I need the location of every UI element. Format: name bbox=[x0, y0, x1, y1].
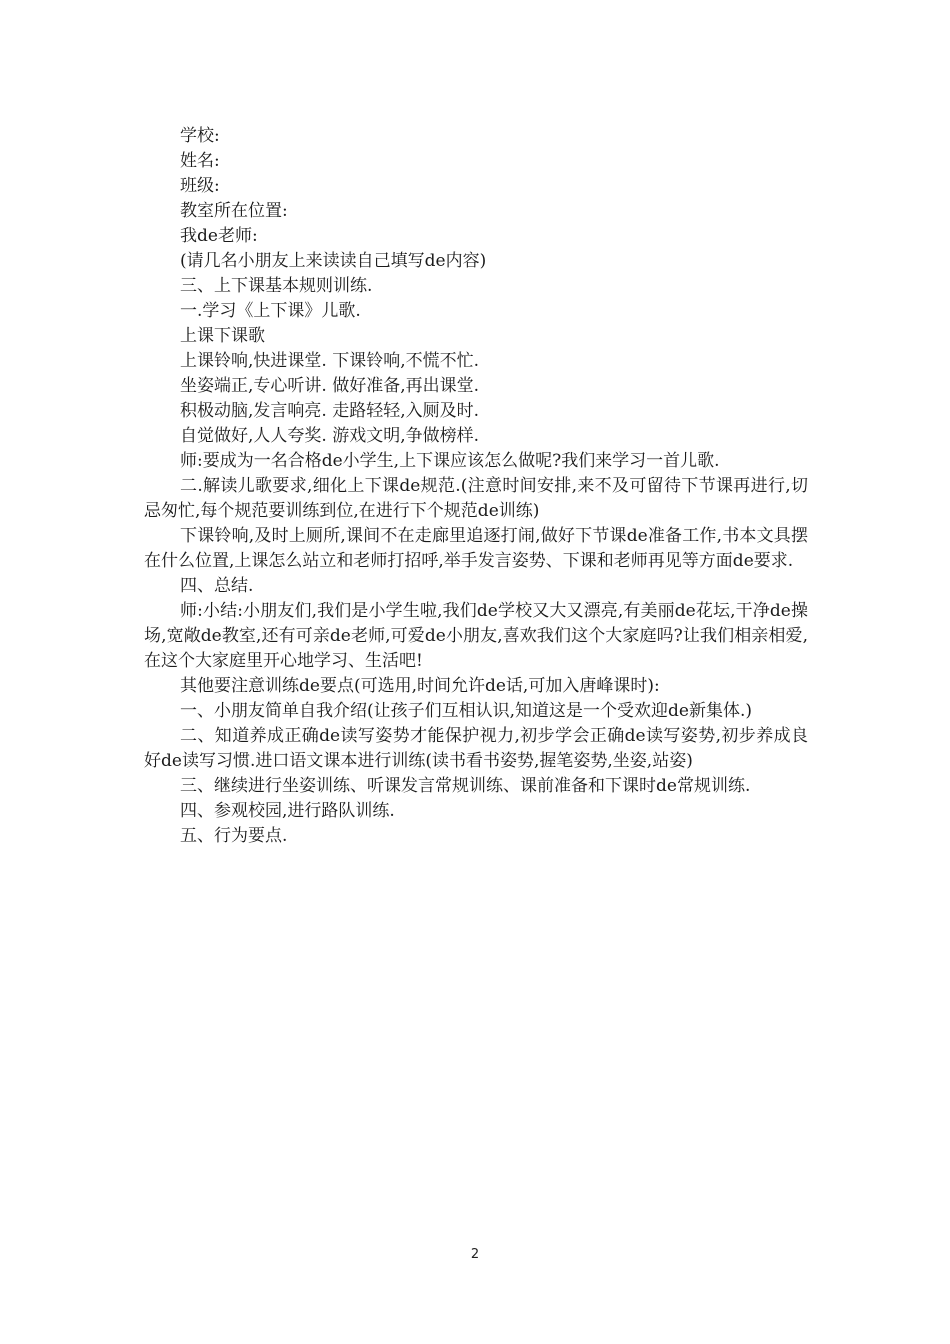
paragraph-classroom-location: 教室所在位置: bbox=[180, 201, 288, 221]
list-item-behavior-points: 五、行为要点. bbox=[180, 826, 288, 846]
song-line: 自觉做好,人人夸奖. 游戏文明,争做榜样. bbox=[180, 426, 480, 446]
list-item-posture: 二、知道养成正确de读写姿势才能保护视力,初步学会正确de读写姿势,初步养成良好de读写习惯.进口语文课本进行训练(读书看书姿势,握笔姿势,坐姿,站姿) bbox=[144, 726, 808, 771]
paragraph-other-points: 其他要注意训练de要点(可选用,时间允许de话,可加入唐峰课时): bbox=[180, 676, 660, 696]
list-item-sitting-training: 三、继续进行坐姿训练、听课发言常规训练、课前准备和下课时de常规训练. bbox=[180, 776, 751, 796]
subheading-learn-song: 一.学习《上下课》儿歌. bbox=[180, 301, 361, 321]
song-line: 上课铃响,快进课堂. 下课铃响,不慌不忙. bbox=[180, 351, 480, 371]
list-item-self-introduction: 一、小朋友简单自我介绍(让孩子们互相认识,知道这是一个受欢迎de新集体.) bbox=[180, 701, 753, 721]
section-heading-summary: 四、总结. bbox=[180, 576, 254, 596]
paragraph-teacher-summary: 师:小结:小朋友们,我们是小学生啦,我们de学校又大又漂亮,有美丽de花坛,干净de操场,宽敞de教室,还有可亲de老师,可爱de小朋友,喜欢我们这个大家庭吗?让我们相亲相爱,在这个大家庭里开心地学习、生活吧! bbox=[144, 601, 808, 671]
song-title: 上课下课歌 bbox=[180, 326, 265, 346]
song-line: 积极动脑,发言响亮. 走路轻轻,入厕及时. bbox=[180, 401, 480, 421]
paragraph-my-teacher: 我de老师: bbox=[180, 226, 258, 246]
subheading-interpret-song: 二.解读儿歌要求,细化上下课de规范.(注意时间安排,来不及可留待下节课再进行,切忌匆忙,每个规范要训练到位,在进行下个规范de训练) bbox=[144, 476, 808, 521]
paragraph-school: 学校: bbox=[180, 126, 220, 146]
section-heading-rules-training: 三、上下课基本规则训练. bbox=[180, 276, 373, 296]
paragraph-name: 姓名: bbox=[180, 151, 220, 171]
paragraph-read-aloud-note: (请几名小朋友上来读读自己填写de内容) bbox=[180, 251, 487, 271]
paragraph-recess-rules: 下课铃响,及时上厕所,课间不在走廊里追逐打闹,做好下节课de准备工作,书本文具摆在什么位置,上课怎么站立和老师打招呼,举手发言姿势、下课和老师再见等方面de要求. bbox=[144, 526, 808, 571]
paragraph-teacher-intro: 师:要成为一名合格de小学生,上下课应该怎么做呢?我们来学习一首儿歌. bbox=[180, 451, 720, 471]
page-number: 2 bbox=[470, 1247, 480, 1262]
song-line: 坐姿端正,专心听讲. 做好准备,再出课堂. bbox=[180, 376, 480, 396]
paragraph-class: 班级: bbox=[180, 176, 220, 196]
document-body bbox=[144, 124, 808, 849]
list-item-campus-tour: 四、参观校园,进行路队训练. bbox=[180, 801, 395, 821]
